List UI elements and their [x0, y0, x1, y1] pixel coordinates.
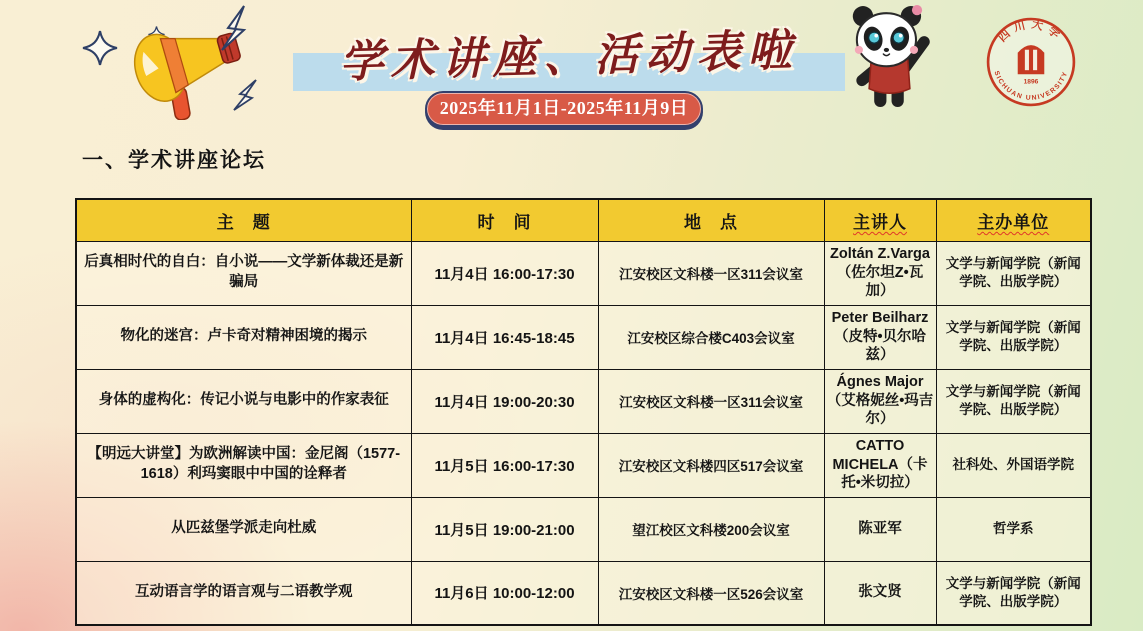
col-header-time: [411, 199, 598, 241]
cell-organizer: 文学与新闻学院（新闻学院、出版学院）: [936, 561, 1091, 625]
cell-topic: 身体的虚构化：传记小说与电影中的作家表征: [76, 369, 411, 433]
col-header-organizer-label: 主办单位: [977, 212, 1050, 232]
cell-speaker: Peter Beilharz（皮特•贝尔哈兹）: [824, 305, 936, 369]
cell-location: 江安校区文科楼一区311会议室: [598, 241, 824, 305]
table-row: [76, 561, 1091, 625]
table-row: [76, 241, 1091, 305]
table-row: [76, 305, 1091, 369]
cell-organizer: 哲学系: [936, 497, 1091, 561]
col-header-topic: [76, 199, 411, 241]
cell-time: 11月5日 19:00-21:00: [411, 497, 598, 561]
cell-organizer: 社科处、外国语学院: [936, 433, 1091, 497]
cell-location: 江安校区文科楼四区517会议室: [598, 433, 824, 497]
table-row: [76, 369, 1091, 433]
cell-time: 11月6日 10:00-12:00: [411, 561, 598, 625]
cell-time: 11月4日 19:00-20:30: [411, 369, 598, 433]
lecture-schedule-table: [75, 198, 1092, 626]
table-row: [76, 497, 1091, 561]
poster-title: 学术讲座、活动表啦: [338, 25, 800, 88]
cell-location: 江安校区文科楼一区526会议室: [598, 561, 824, 625]
cell-time: 11月4日 16:00-17:30: [411, 241, 598, 305]
table-row: [76, 433, 1091, 497]
cell-speaker: 张文贤: [824, 561, 936, 625]
cell-organizer: 文学与新闻学院（新闻学院、出版学院）: [936, 305, 1091, 369]
sparkle-icon: [82, 30, 118, 66]
cell-time: 11月5日 16:00-17:30: [411, 433, 598, 497]
col-header-speaker: [824, 199, 936, 241]
date-range-banner: 2025年11月1日-2025年11月9日: [425, 91, 703, 127]
panda-mascot: [846, 3, 934, 107]
col-header-speaker-label: 主讲人: [853, 212, 907, 232]
cell-speaker: Ágnes Major（艾格妮丝•玛吉尔）: [824, 369, 936, 433]
cell-organizer: 文学与新闻学院（新闻学院、出版学院）: [936, 369, 1091, 433]
seal-year: 1896: [1023, 78, 1039, 86]
cell-topic: 【明远大讲堂】为欧洲解读中国：金尼阁（1577-1618）利玛窦眼中中国的诠释者: [76, 433, 411, 497]
megaphone-icon: [128, 2, 260, 120]
cell-speaker: CATTO MICHELA（卡托•米切拉）: [824, 433, 936, 497]
col-header-location: [598, 199, 824, 241]
cell-organizer: 文学与新闻学院（新闻学院、出版学院）: [936, 241, 1091, 305]
cell-time: 11月4日 16:45-18:45: [411, 305, 598, 369]
cell-speaker: 陈亚军: [824, 497, 936, 561]
cell-speaker: Zoltán Z.Varga（佐尔坦Z•瓦加）: [824, 241, 936, 305]
cell-topic: 互动语言学的语言观与二语教学观: [76, 561, 411, 625]
col-header-location-label: 地 点: [684, 212, 738, 232]
cell-location: 江安校区文科楼一区311会议室: [598, 369, 824, 433]
col-header-organizer: [936, 199, 1091, 241]
seal-cn-name: 四川大学: [996, 18, 1066, 45]
cell-topic: 物化的迷宫：卢卡奇对精神困境的揭示: [76, 305, 411, 369]
cell-location: 望江校区文科楼200会议室: [598, 497, 824, 561]
col-header-topic-label: 主 题: [216, 212, 271, 232]
cell-topic: 后真相时代的自白：自小说——文学新体裁还是新骗局: [76, 241, 411, 305]
sichuan-university-seal: [984, 15, 1078, 109]
col-header-time-label: 时 间: [477, 212, 532, 232]
cell-topic: 从匹兹堡学派走向杜威: [76, 497, 411, 561]
section-heading: 一、学术讲座论坛: [82, 149, 266, 172]
table-header-row: [76, 199, 1091, 241]
cell-location: 江安校区综合楼C403会议室: [598, 305, 824, 369]
seal-en-name: SICHUAN UNIVERSITY: [992, 70, 1070, 102]
